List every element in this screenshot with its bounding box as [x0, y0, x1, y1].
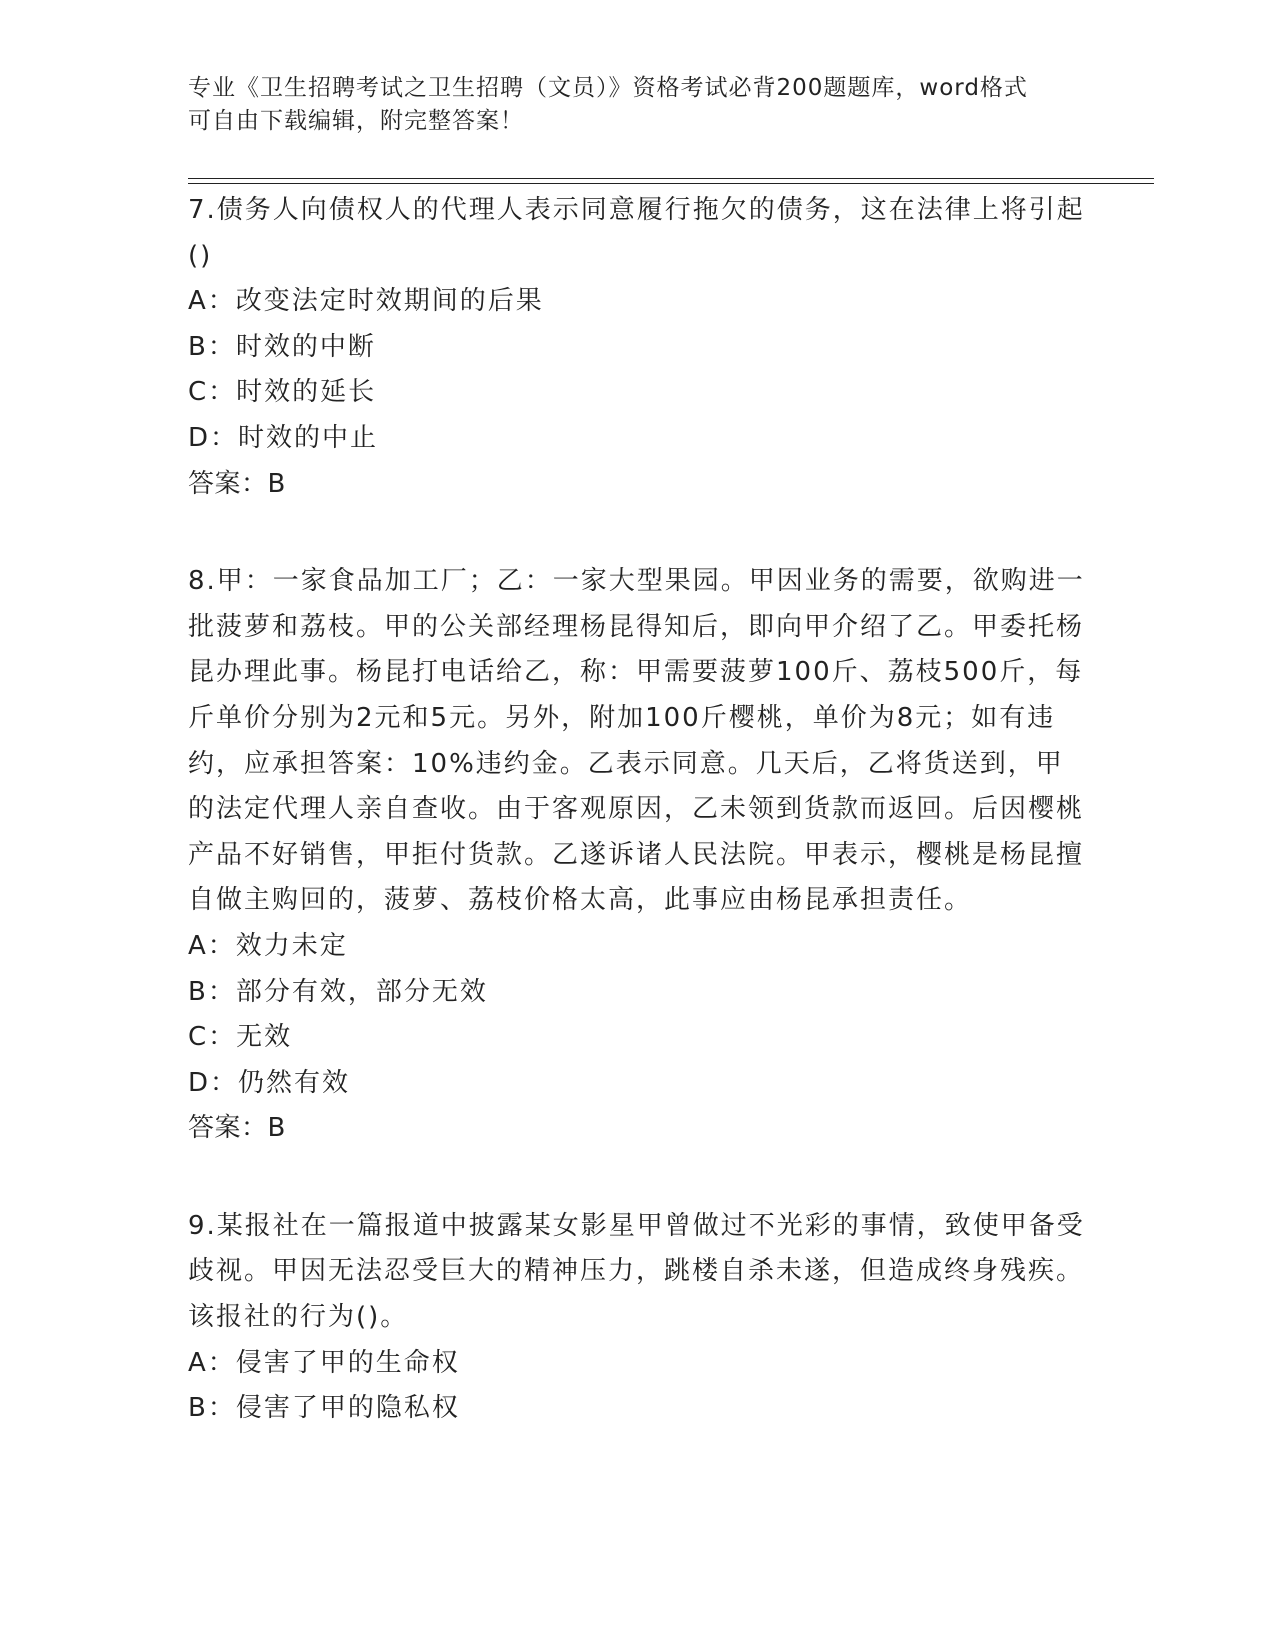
option-c: C：时效的延长 — [188, 377, 377, 408]
question-text: 8.甲：一家食品加工厂；乙：一家大型果园。甲因业务的需要，欲购进一批菠萝和荔枝。甲的公关部经理杨昆得知后，即向甲介绍了乙。甲委托杨昆办理此事。杨昆打电话给乙，称：甲需要菠萝100斤、荔枝500斤，每斤单价分别为2元和5元。另外，附加100斤樱桃，单价为8元；如有违约，应承担答案：10%违约金。乙表示同意。几天后，乙将货送到，甲的法定代理人亲自查收。由于客观原因，乙未领到货款而返回。后因樱桃产品不好销售，甲拒付货款。乙遂诉诸人民法院。甲表示，樱桃是杨昆擅自做主购回的，菠萝、荔枝价格太高，此事应由杨昆承担责任。 — [188, 566, 1085, 916]
option-a: A：效力未定 — [188, 930, 348, 961]
question-list — [188, 188, 1088, 1484]
header-line-2: 可自由下载编辑，附完整答案！ — [188, 108, 524, 134]
option-b: B：部分有效，部分无效 — [188, 976, 488, 1007]
question-text: 7.债务人向债权人的代理人表示同意履行拖欠的债务，这在法律上将引起() — [188, 195, 1085, 271]
question-7 — [188, 188, 1088, 507]
header-divider-bottom — [188, 183, 1154, 184]
answer-line: 答案：B — [188, 1113, 286, 1144]
document-header — [188, 72, 1078, 138]
question-8 — [188, 559, 1088, 1152]
option-a: A：改变法定时效期间的后果 — [188, 286, 544, 317]
option-b: B：侵害了甲的隐私权 — [188, 1393, 460, 1424]
option-c: C：无效 — [188, 1022, 293, 1053]
option-d: D：时效的中止 — [188, 422, 379, 453]
header-divider-top — [188, 178, 1154, 179]
option-a: A：侵害了甲的生命权 — [188, 1347, 460, 1378]
header-line-1: 专业《卫生招聘考试之卫生招聘（文员）》资格考试必背200题题库，word格式 — [188, 75, 1028, 101]
question-text: 9.某报社在一篇报道中披露某女影星甲曾做过不光彩的事情，致使甲备受歧视。甲因无法忍受巨大的精神压力，跳楼自杀未遂，但造成终身残疾。该报社的行为()。 — [188, 1210, 1085, 1333]
question-9 — [188, 1204, 1088, 1432]
option-b: B：时效的中断 — [188, 331, 376, 362]
answer-line: 答案：B — [188, 468, 286, 499]
option-d: D：仍然有效 — [188, 1067, 351, 1098]
